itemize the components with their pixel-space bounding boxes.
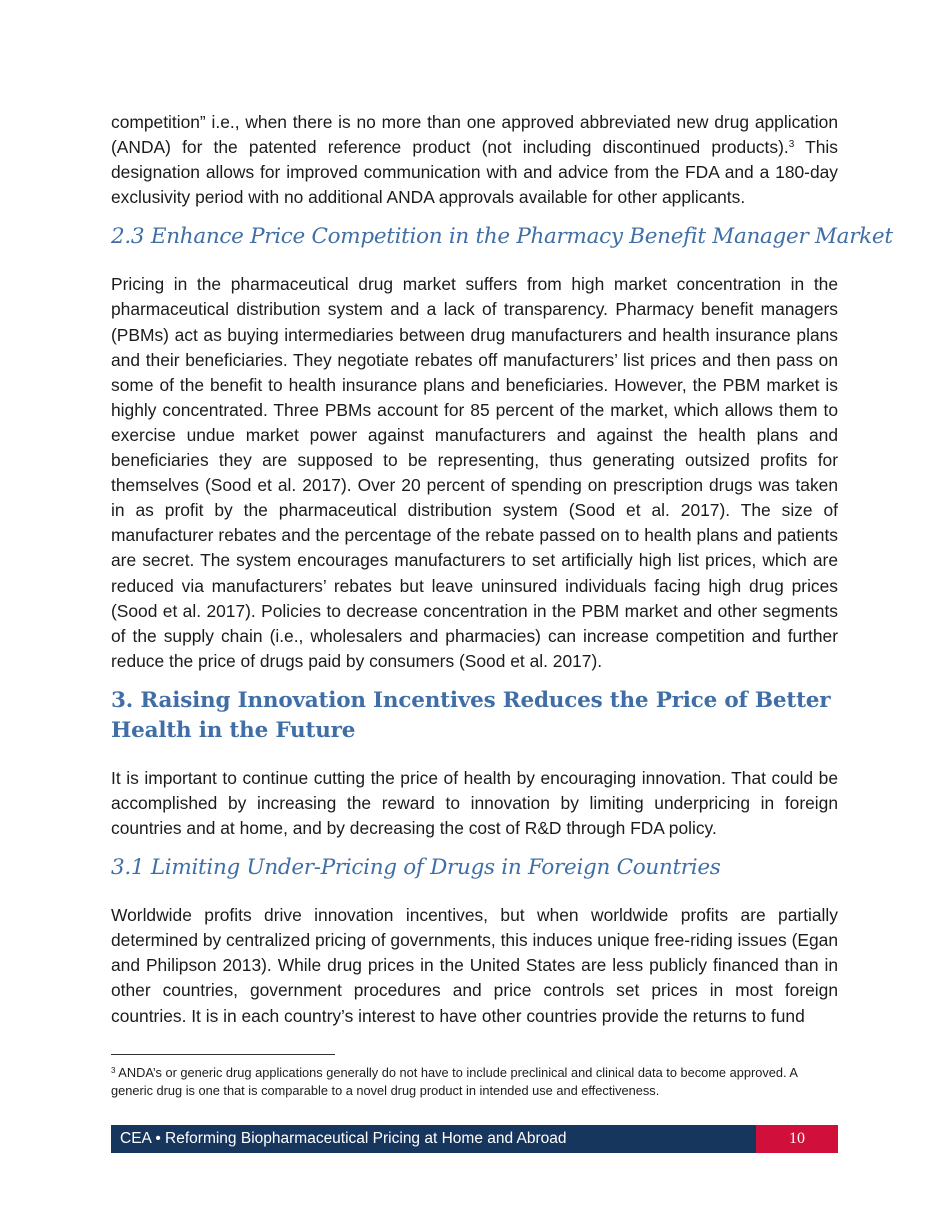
footnote-divider <box>111 1054 335 1055</box>
footer-title: CEA • Reforming Biopharmaceutical Pricing at Home and Abroad <box>120 1130 567 1147</box>
footer-bar <box>111 1125 838 1153</box>
footnote <box>111 1064 838 1100</box>
paragraph-pbm-market: Pricing in the pharmaceutical drug market suffers from high market concentration in the pharmaceutical distribution system and a lack of transparency. Pharmacy benefit managers (PBMs) act as buying intermediaries between drug manufacturers and health insurance plans and their beneficiaries. They negotiate rebates off manufacturers’ list prices and then pass on some of the benefit to health insurance plans and beneficiaries. However, the PBM market is highly concentrated. Three PBMs account for 85 percent of the market, which allows them to exercise undue market power against manufacturers and against the health plans and beneficiaries they are supposed to be representing, thus generating outsized profits for themselves (Sood et al. 2017). Over 20 percent of spending on prescription drugs was taken in as profit by the pharmaceutical distribution system (Sood et al. 2017). The size of manufacturer rebates and the percentage of the rebate passed on to health plans and patients are secret. The system encourages manufacturers to set artificially high list prices, which are reduced via manufacturers’ rebates but leave uninsured individuals facing high drug prices (Sood et al. 2017). Policies to decrease concentration in the PBM market and other segments of the supply chain (i.e., wholesalers and pharmacies) can increase competition and further reduce the price of drugs paid by consumers (Sood et al. 2017). <box>111 274 838 671</box>
footnote-text: ANDA’s or generic drug applications generally do not have to include preclinical and clinical data to become approved. A generic drug is one that is comparable to a novel drug product in intended use and effectiveness. <box>111 1065 798 1098</box>
footnote-reference[interactable]: 3 <box>788 139 795 151</box>
page-content <box>111 110 893 1029</box>
paragraph-innovation: It is important to continue cutting the price of health by encouraging innovation. That could be accomplished by increasing the reward to innovation by limiting underpricing in foreign countries and at home, and by decreasing the cost of R&D through FDA policy. <box>111 767 838 839</box>
footnote-marker: 3 <box>111 1066 116 1075</box>
page-number: 10 <box>756 1125 838 1153</box>
paragraph-anda-competition: competition” i.e., when there is no more than one approved abbreviated new drug application (ANDA) for the patented reference product (not including discontinued products).$^3$ This designation allows for improved communication with and advice from the FDA and a 180-day exclusivity period with no additional ANDA approvals available for other applicants. <box>111 112 838 208</box>
heading-3-1: 3.1 Limiting Under-Pricing of Drugs in Foreign Countries <box>111 855 721 881</box>
paragraph-foreign-pricing: Worldwide profits drive innovation incentives, but when worldwide profits are partially determined by centralized pricing of governments, this induces unique free-riding issues (Egan and Philipson 2013). While drug prices in the United States are less publicly financed than in other countries, government procedures and price controls set prices in most foreign countries. It is in each country’s interest to have other countries provide the returns to fund <box>111 905 838 1026</box>
heading-2-3: 2.3 Enhance Price Competition in the Pharmacy Benefit Manager Market <box>111 224 893 250</box>
heading-3: 3. Raising Innovation Incentives Reduces the Price of Better Health in the Future <box>111 687 831 743</box>
